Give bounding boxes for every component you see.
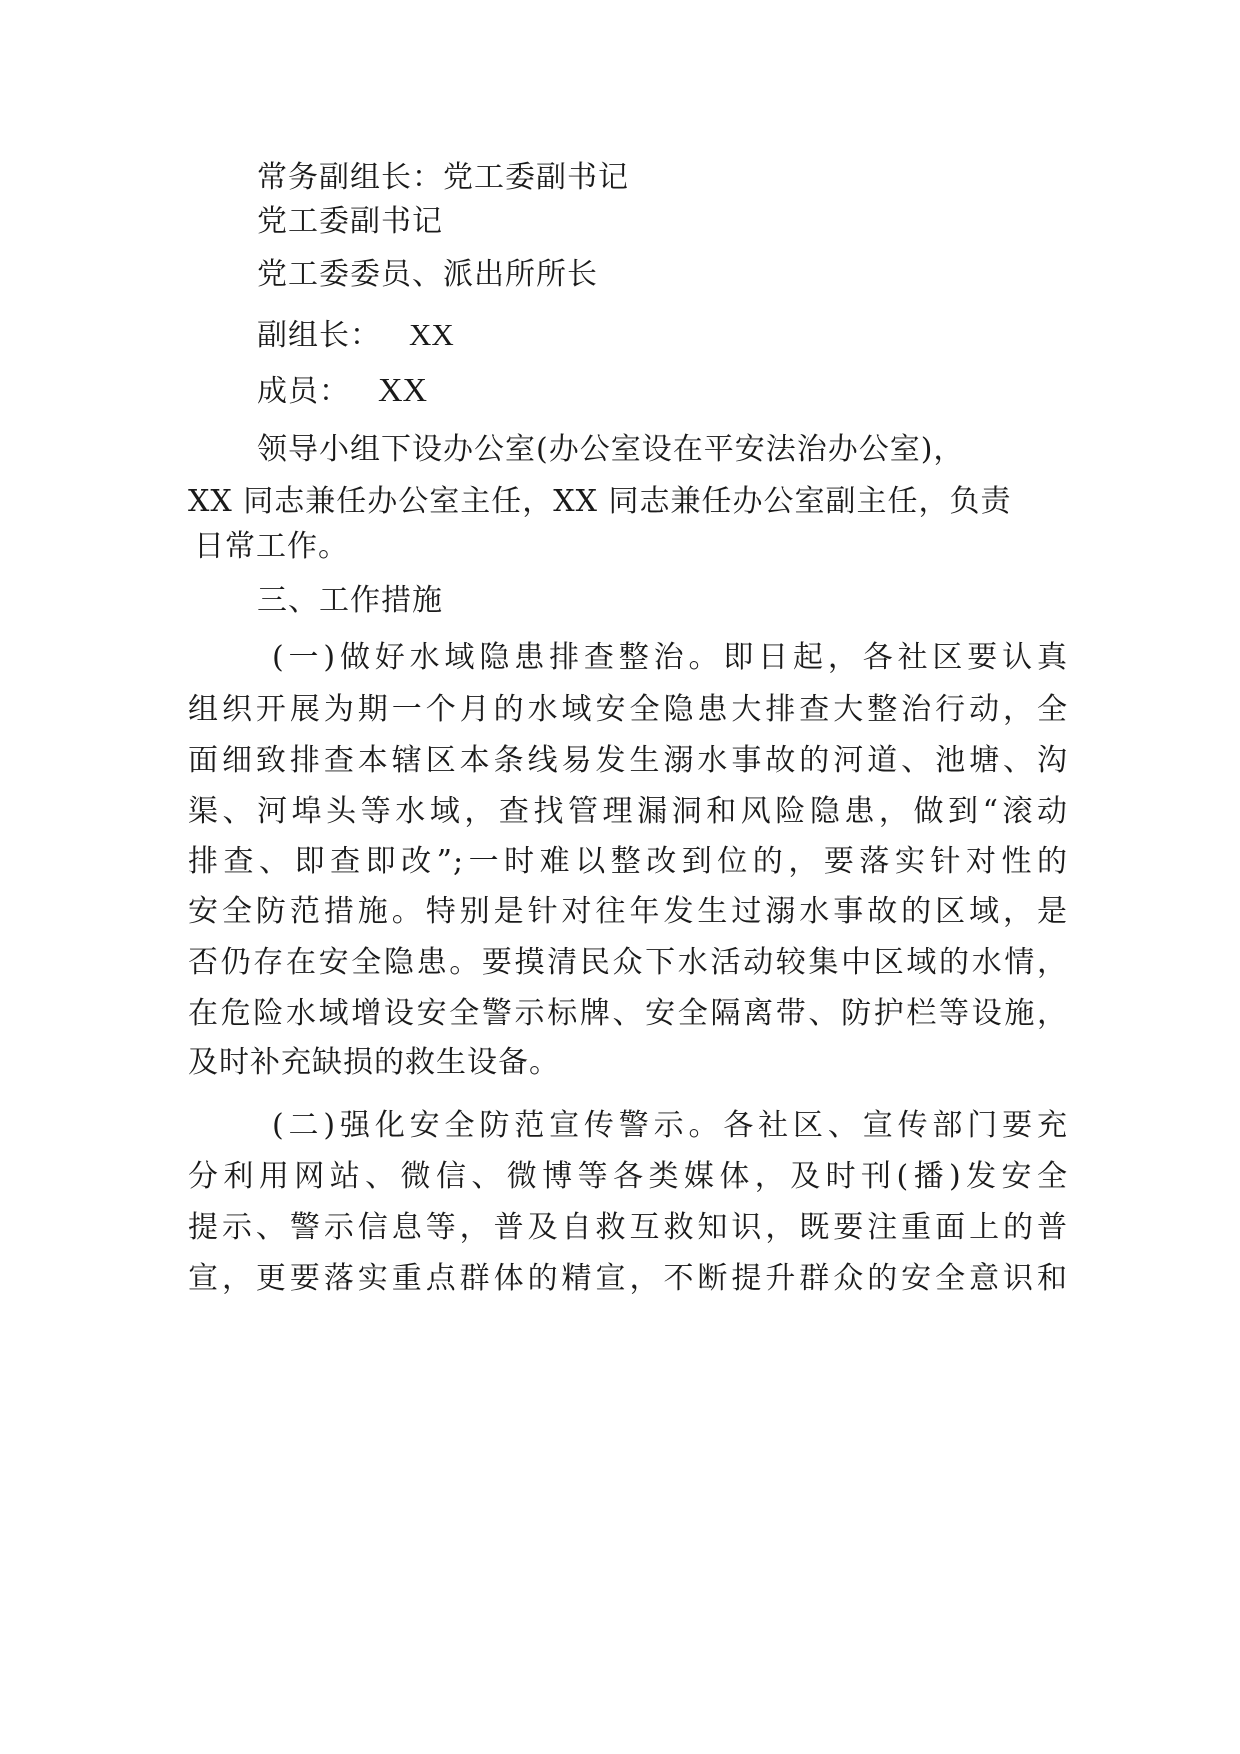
measure-1-line-2: 组织开展为期一个月的水域安全隐患大排查大整治行动，全 (188, 692, 1068, 727)
measure-2-line-1: (二)强化安全防范宣传警示。各社区、宣传部门要充 (272, 1108, 1068, 1143)
office-para-line-1: 领导小组下设办公室(办公室设在平安法治办公室)， (257, 432, 965, 467)
office-para-line-2: XX 同志兼任办公室主任，XX 同志兼任办公室副主任，负责 (188, 484, 1012, 519)
measure-2-line-3: 提示、警示信息等，普及自救互救知识，既要注重面上的普 (188, 1210, 1068, 1245)
deputy-secretary-line: 党工委副书记 (257, 204, 443, 239)
deputy-leader-value: XX (409, 317, 454, 352)
measure-1-line-1: (一)做好水域隐患排查整治。即日起，各社区要认真 (272, 640, 1068, 675)
executive-deputy-leader-line: 常务副组长：党工委副书记 (257, 160, 629, 195)
measure-2-line-4: 宣，更要落实重点群体的精宣，不断提升群众的安全意识和 (188, 1261, 1068, 1296)
deputy-leader-line (257, 315, 1137, 356)
measure-1-line-4: 渠、河埠头等水域，查找管理漏洞和风险隐患，做到“滚动 (188, 794, 1068, 829)
measure-2-line-2: 分利用网站、微信、微博等各类媒体，及时刊(播)发安全 (188, 1159, 1068, 1194)
members-line (257, 371, 1137, 412)
measure-1-line-7: 否仍存在安全隐患。要摸清民众下水活动较集中区域的水情， (188, 945, 1068, 980)
office-para-line-3: 日常工作。 (194, 529, 349, 564)
measure-1-line-8: 在危险水域增设安全警示标牌、安全隔离带、防护栏等设施， (188, 996, 1068, 1031)
measure-1-line-6: 安全防范措施。特别是针对往年发生过溺水事故的区域，是 (188, 894, 1068, 929)
members-value: XX (378, 372, 428, 409)
deputy-leader-label: 副组长： (257, 318, 381, 353)
section-heading-measures: 三、工作措施 (257, 583, 443, 618)
measure-1-line-5: 排查、即查即改”;一时难以整改到位的，要落实针对性的 (188, 844, 1068, 879)
measure-1-line-9: 及时补充缺损的救生设备。 (188, 1045, 560, 1080)
committee-member-line: 党工委委员、派出所所长 (257, 257, 598, 292)
members-label: 成员： (257, 374, 350, 409)
measure-1-line-3: 面细致排查本辖区本条线易发生溺水事故的河道、池塘、沟 (188, 743, 1068, 778)
